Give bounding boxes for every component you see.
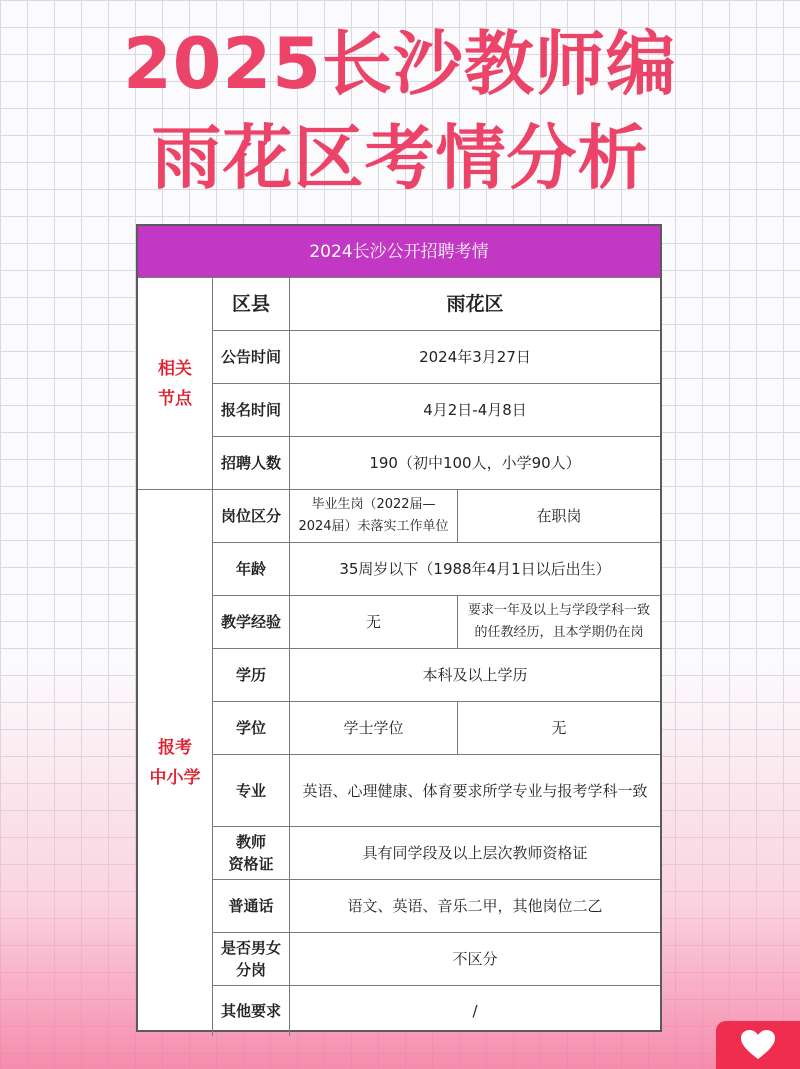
row-value-count: 190（初中100人，小学90人） — [290, 437, 660, 490]
page-title-line-1: 2025长沙教师编 — [123, 23, 677, 105]
group-label-nodes: 相关 节点 — [138, 278, 213, 490]
row-value-other: / — [472, 1002, 478, 1020]
row-value-education: 本科及以上学历 — [290, 649, 660, 702]
row-value-major: 英语、心理健康、体育要求所学专业与报考学科一致 — [290, 755, 660, 827]
row-value-experience-graduate: 无 — [290, 596, 458, 649]
row-label-age: 年龄 — [213, 543, 290, 596]
group-label-requirements: 报考 中小学 — [138, 490, 213, 1036]
row-label-other: 其他要求 — [213, 986, 290, 1036]
row-label-district: 区县 — [213, 278, 290, 331]
row-value-certificate: 具有同学段及以上层次教师资格证 — [290, 827, 660, 880]
row-value-experience-employed: 要求一年及以上与学段学科一致的任教经历，且本学期仍在岗 — [458, 596, 660, 649]
row-label-degree: 学位 — [213, 702, 290, 755]
row-label-education: 学历 — [213, 649, 290, 702]
row-label-announce: 公告时间 — [213, 331, 290, 384]
row-value-register: 4月2日-4月8日 — [290, 384, 660, 437]
row-label-post-type: 岗位区分 — [213, 490, 290, 543]
row-value-post-type-graduate: 毕业生岗（2022届—2024届）未落实工作单位 — [290, 490, 458, 543]
row-value-age: 35周岁以下（1988年4月1日以后出生） — [290, 543, 660, 596]
row-label-mandarin: 普通话 — [213, 880, 290, 933]
row-value-mandarin: 语文、英语、音乐二甲，其他岗位二乙 — [290, 880, 660, 933]
row-value-announce: 2024年3月27日 — [290, 331, 660, 384]
heart-icon — [740, 1029, 776, 1061]
row-label-register: 报名时间 — [213, 384, 290, 437]
recruitment-table — [136, 224, 662, 1032]
page-title-line-2: 雨花区考情分析 — [151, 117, 649, 199]
row-value-degree-graduate: 学士学位 — [290, 702, 458, 755]
row-label-count: 招聘人数 — [213, 437, 290, 490]
row-value-post-type-employed: 在职岗 — [458, 490, 660, 543]
row-label-major: 专业 — [213, 755, 290, 827]
row-label-experience: 教学经验 — [213, 596, 290, 649]
row-label-gender: 是否男女 分岗 — [213, 933, 290, 986]
row-value-district: 雨花区 — [290, 278, 660, 331]
like-button[interactable] — [716, 1021, 800, 1069]
table-header: 2024长沙公开招聘考情 — [138, 226, 660, 278]
row-value-gender: 不区分 — [290, 933, 660, 986]
row-value-degree-employed: 无 — [458, 702, 660, 755]
row-label-certificate: 教师 资格证 — [213, 827, 290, 880]
